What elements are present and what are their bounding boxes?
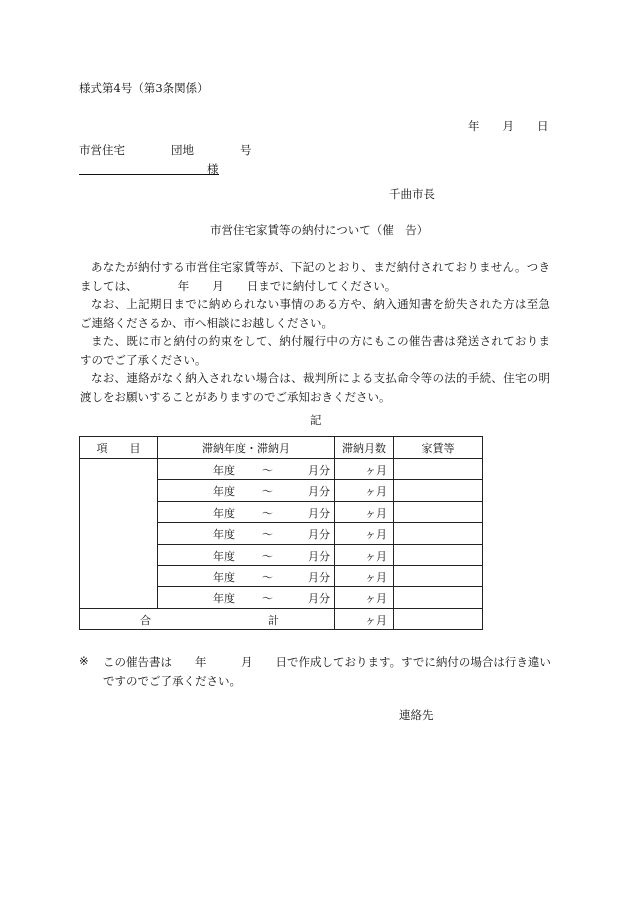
header-rent: 家賃等 xyxy=(394,437,483,459)
honorific: 様 xyxy=(207,162,219,176)
sender: 千曲市長 xyxy=(389,187,435,201)
header-period: 滞納年度・滞納月 xyxy=(158,437,335,459)
rent-cell xyxy=(394,544,483,565)
period-cell: 年度 〜 月分 xyxy=(158,565,335,586)
form-number: 様式第4号（第3条関係） xyxy=(79,81,209,95)
months-cell: ヶ月 xyxy=(335,501,394,522)
period-cell: 年度 〜 月分 xyxy=(158,544,335,565)
rent-cell xyxy=(394,565,483,586)
total-rent-cell xyxy=(394,608,483,629)
period-cell: 年度 〜 月分 xyxy=(158,480,335,501)
total-label-cell: 合 計 xyxy=(80,608,335,629)
months-cell: ヶ月 xyxy=(335,565,394,586)
table-row xyxy=(80,459,483,480)
total-months-cell: ヶ月 xyxy=(335,608,394,629)
contact-label: 連絡先 xyxy=(399,708,434,722)
body-paragraph-4: なお、連絡がなく納入されない場合は、裁判所による支払命令等の法的手続、住宅の明渡しをお願いすることがありますのでご承知おきください。 xyxy=(80,371,550,404)
header-months: 滞納月数 xyxy=(335,437,394,459)
table-header-row xyxy=(80,437,483,459)
recipient-name-line xyxy=(79,174,219,175)
arrears-table xyxy=(79,436,483,630)
months-cell: ヶ月 xyxy=(335,544,394,565)
header-item: 項 目 xyxy=(80,437,158,459)
months-cell: ヶ月 xyxy=(335,480,394,501)
period-cell: 年度 〜 月分 xyxy=(158,523,335,544)
note-text: この催告書は 年 月 日で作成しております。すでに納付の場合は行き違いですのでご了承ください。 xyxy=(103,655,551,688)
months-cell: ヶ月 xyxy=(335,587,394,608)
months-cell: ヶ月 xyxy=(335,459,394,480)
rent-cell xyxy=(394,587,483,608)
note-mark: ※ xyxy=(79,654,89,668)
period-cell: 年度 〜 月分 xyxy=(158,459,335,480)
date-placeholder: 年 月 日 xyxy=(468,119,549,133)
table-total-row xyxy=(80,608,483,629)
rent-cell xyxy=(394,480,483,501)
rent-cell xyxy=(394,523,483,544)
period-cell: 年度 〜 月分 xyxy=(158,587,335,608)
recipient-address: 市営住宅 団地 号 xyxy=(79,143,252,157)
item-cell xyxy=(80,459,158,609)
ki-label: 記 xyxy=(310,413,322,427)
months-cell: ヶ月 xyxy=(335,523,394,544)
body-paragraph-2: なお、上記期日までに納められない事情のある方や、納入通知書を紛失された方は至急ご連絡くださるか、市へ相談にお越しください。 xyxy=(80,297,550,330)
body-paragraph-1: あなたが納付する市営住宅家賃等が、下記のとおり、まだ納付されておりません。つきましては、 年 月 日までに納付してください。 xyxy=(80,260,550,293)
period-cell: 年度 〜 月分 xyxy=(158,501,335,522)
rent-cell xyxy=(394,459,483,480)
rent-cell xyxy=(394,501,483,522)
body-paragraph-3: また、既に市と納付の約束をして、納付履行中の方にもこの催告書は発送されておりますのでご了承ください。 xyxy=(80,334,550,367)
document-title: 市営住宅家賃等の納付について（催 告） xyxy=(210,223,429,237)
